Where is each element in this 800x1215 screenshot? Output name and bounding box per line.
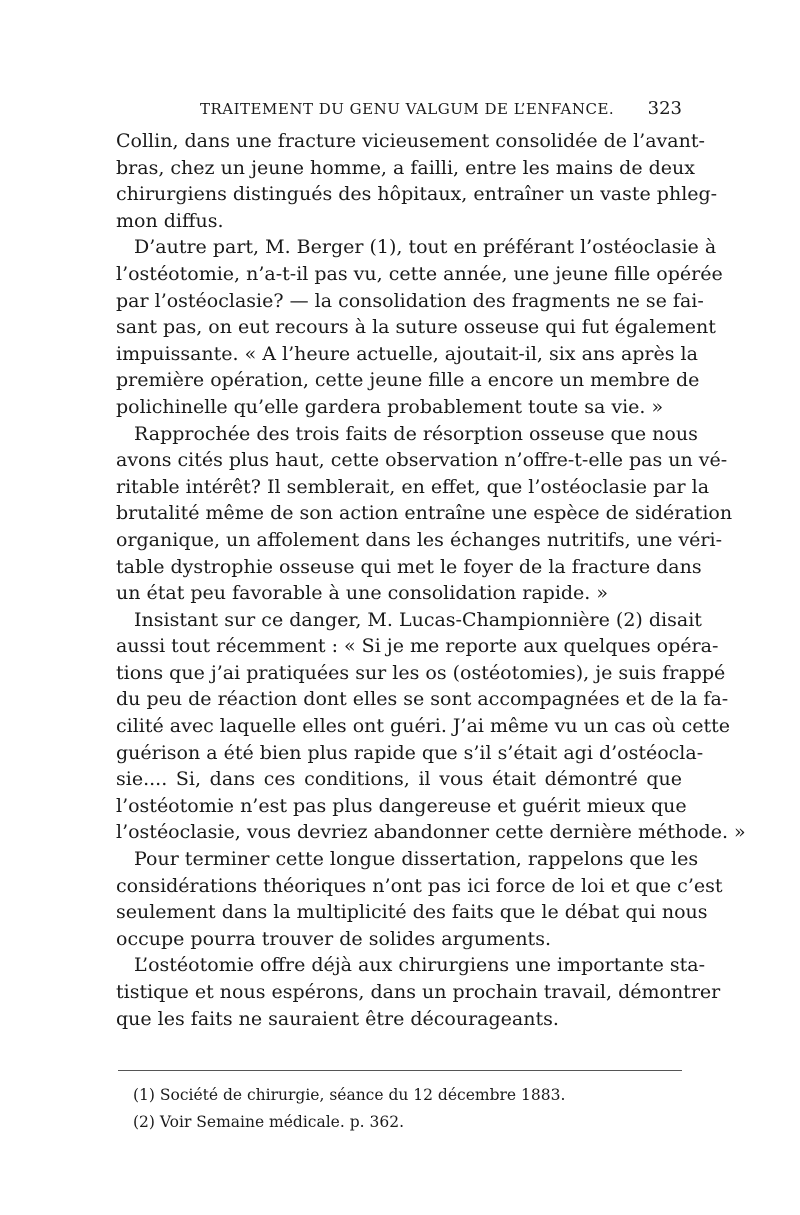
text-line: par l’ostéoclasie? — la consolidation des fragments ne se fai- [116,289,704,312]
text-line: sie.... Si, dans ces conditions, il vous était démontré que [116,768,682,791]
text-line: tistique et nous espérons, dans un prochain travail, démontrer [116,981,721,1003]
text-line: brutalité même de son action entraîne une espèce de sidération [116,502,733,525]
text-line: un état peu favorable à une consolidation rapide. » [116,582,609,605]
text-line: l’ostéoclasie, vous devriez abandonner cette dernière méthode. » [116,821,746,844]
text-line: table dystrophie osseuse qui met le foyer de la fracture dans [116,555,702,578]
text-line: occupe pourra trouver de solides arguments. [116,927,551,950]
footnotes [133,1082,673,1136]
text-line: Collin, dans une fracture vicieusement consolidée de l’avant- [116,130,705,152]
text-line: tions que j’ai pratiquées sur les os (ostéotomies), je suis frappé [116,661,726,684]
text-line: L’ostéotomie offre déjà aux chirurgiens une importante sta- [134,954,706,977]
text-line: D’autre part, M. Berger (1), tout en préférant l’ostéoclasie à [134,236,717,259]
text-line: première opération, cette jeune fille a encore un membre de [116,369,700,392]
text-line: mon diffus. [116,209,224,232]
footnote-separator [118,1070,682,1071]
page-number: 323 [647,98,682,119]
text-line: sant pas, on eut recours à la suture osseuse qui fut également [116,316,716,339]
text-line: cilité avec laquelle elles ont guéri. J’ai même vu un cas où cette [116,715,730,738]
text-line: du peu de réaction dont elles se sont accompagnées et de la fa- [116,688,729,711]
body-text [116,128,746,1032]
text-line: guérison a été bien plus rapide que s’il s’était agi d’ostéocla- [116,741,704,764]
text-line: seulement dans la multiplicité des faits que le débat qui nous [116,901,708,924]
text-line: chirurgiens distingués des hôpitaux, entraîner un vaste phleg- [116,183,718,206]
text-line: bras, chez un jeune homme, a failli, entre les mains de deux [116,156,695,179]
text-line: impuissante. « A l’heure actuelle, ajoutait-il, six ans après la [116,342,698,365]
text-line: Pour terminer cette longue dissertation, rappelons que les [134,848,699,871]
text-line: organique, un affolement dans les échanges nutritifs, une véri- [116,528,722,551]
text-line: que les faits ne sauraient être décourageants. [116,1007,559,1030]
text-line: aussi tout récemment : « Si je me reporte aux quelques opéra- [116,635,719,658]
text-line: l’ostéotomie, n’a-t-il pas vu, cette année, une jeune fille opérée [116,262,723,285]
text-line: polichinelle qu’elle gardera probablement toute sa vie. » [116,395,664,418]
running-title: TRAITEMENT DU GENU VALGUM DE L’ENFANCE. [200,100,615,118]
text-line: ritable intérêt? Il semblerait, en effet, que l’ostéoclasie par la [116,475,710,498]
text-line: Insistant sur ce danger, M. Lucas-Championnière (2) disait [134,608,702,631]
footnote-1: (1) Société de chirurgie, séance du 12 décembre 1883. [133,1086,566,1104]
footnote-2: (2) Voir Semaine médicale. p. 362. [133,1113,404,1131]
text-line: avons cités plus haut, cette observation n’offre-t-elle pas un vé- [116,449,728,472]
text-line: Rapprochée des trois faits de résorption osseuse que nous [134,422,698,445]
text-line: l’ostéotomie n’est pas plus dangereuse et guérit mieux que [116,794,687,817]
text-line: considérations théoriques n’ont pas ici force de loi et que c’est [116,874,723,897]
